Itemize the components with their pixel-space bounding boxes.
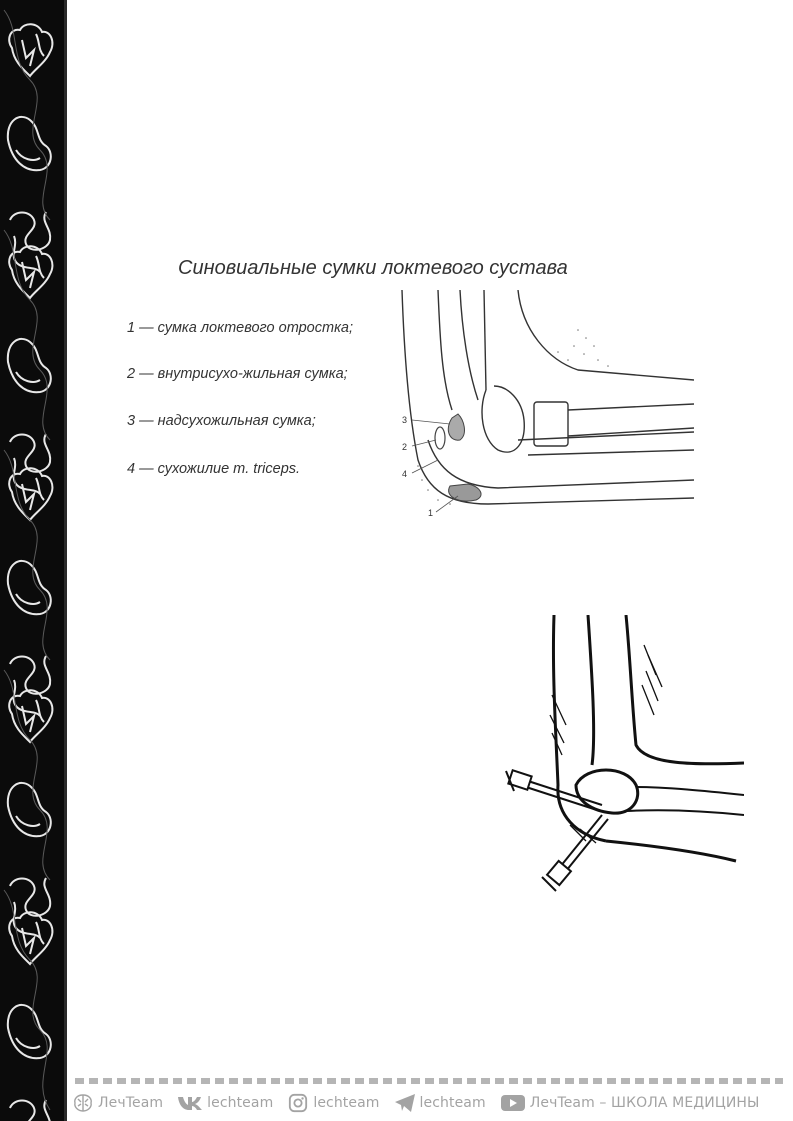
footer-bar <box>72 1090 790 1116</box>
footer-brand[interactable]: ЛечTeam <box>98 1095 164 1111</box>
elbow-bursae-illustration <box>398 290 694 518</box>
fig-label-1: 1 <box>428 508 434 518</box>
legend-item-4: 4 — сухожилие m. triceps. <box>127 461 301 477</box>
figure-title: Синовиальные сумки локтевого сустава <box>178 257 568 279</box>
footer-youtube[interactable]: ЛечTeam – ШКОЛА МЕДИЦИНЫ <box>529 1095 760 1111</box>
footer-telegram[interactable]: lechteam <box>419 1095 486 1111</box>
legend-item-3: 3 — надсухожильная сумка; <box>127 413 316 429</box>
anatomy-doodle-pattern <box>0 0 64 1121</box>
brain-logo-icon <box>72 1093 94 1113</box>
legend-item-2: 2 — внутрисухо-жильная сумка; <box>127 366 348 382</box>
telegram-icon[interactable] <box>394 1093 416 1113</box>
vk-icon[interactable] <box>177 1093 203 1113</box>
decorative-side-strip <box>0 0 64 1121</box>
footer-vk[interactable]: lechteam <box>207 1095 274 1111</box>
fig-label-3: 3 <box>402 415 408 425</box>
strip-edge-line <box>64 0 67 1121</box>
fig-label-2: 2 <box>402 442 408 452</box>
footer-divider <box>75 1078 783 1084</box>
youtube-icon[interactable] <box>500 1093 526 1113</box>
elbow-puncture-illustration <box>496 615 744 900</box>
footer-instagram[interactable]: lechteam <box>313 1095 380 1111</box>
fig-label-4: 4 <box>402 469 408 479</box>
legend-item-1: 1 — сумка локтевого отростка; <box>127 320 354 336</box>
instagram-icon[interactable] <box>287 1093 309 1113</box>
